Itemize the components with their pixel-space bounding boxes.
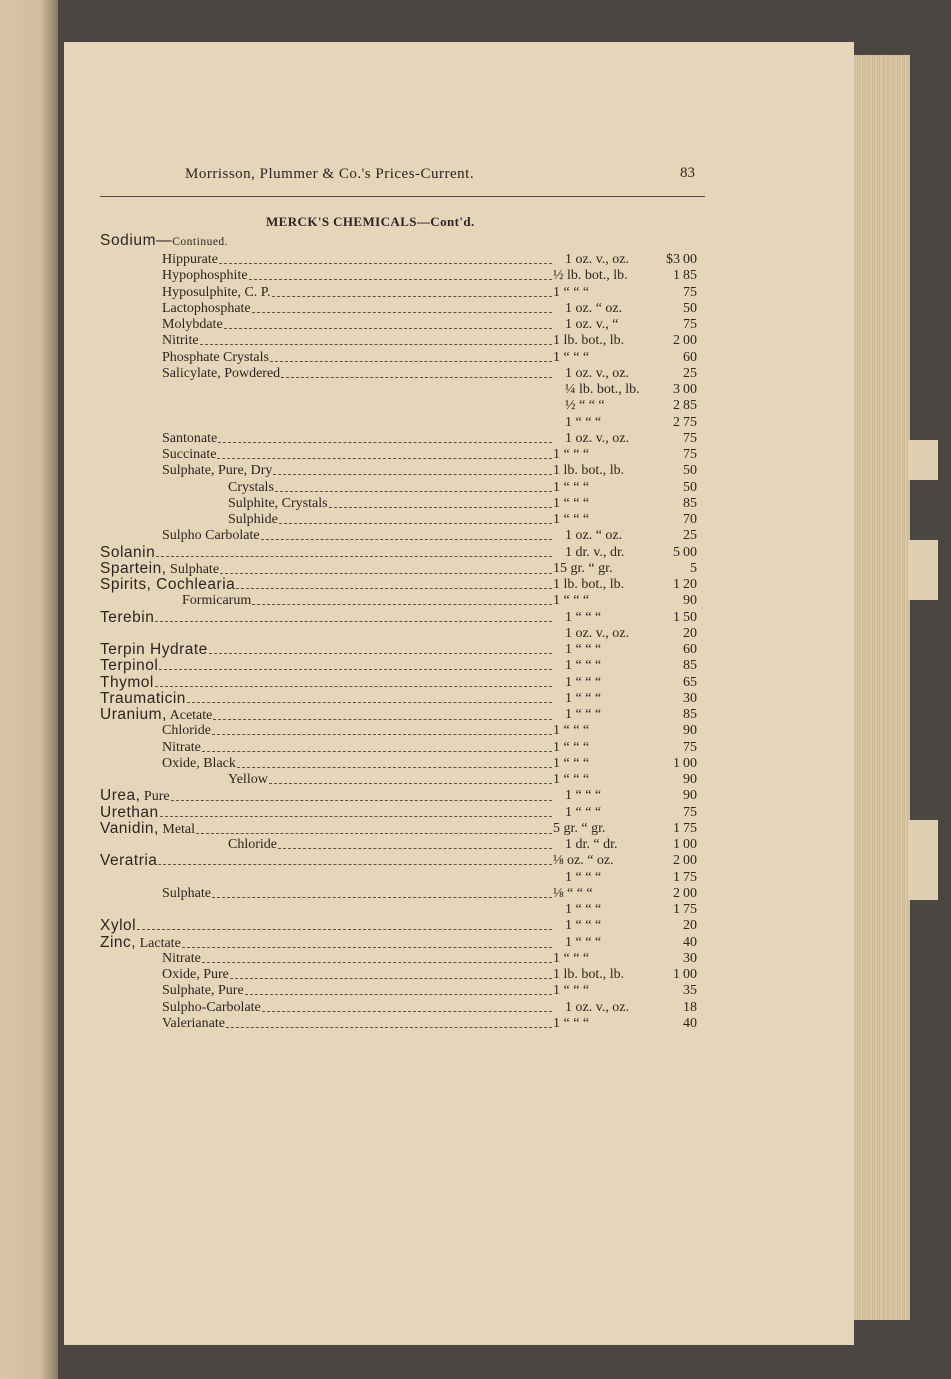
item-quantity: 1 “ “ “	[553, 479, 590, 495]
item-price-cents: 75	[683, 804, 697, 820]
item-sub-name: Sulphite, Crystals	[228, 495, 328, 511]
price-row	[0, 285, 951, 301]
item-price-dollars: 1	[673, 609, 680, 625]
item-quantity: 1 “ “ “	[553, 772, 590, 787]
price-row	[0, 723, 951, 739]
item-sub-name: Chloride	[228, 837, 277, 852]
item-price-cents: 50	[683, 300, 697, 316]
item-main-name: Xylol	[100, 917, 137, 935]
item-name	[228, 837, 553, 853]
price-row	[0, 967, 951, 983]
item-quantity: 1 lb. bot., lb.	[553, 967, 625, 982]
price-row	[0, 805, 951, 821]
item-name	[228, 772, 553, 788]
price-row	[0, 268, 951, 284]
item-price-cents: 00	[683, 853, 697, 869]
dot-leader	[252, 308, 552, 313]
item-quantity: 1 lb. bot., lb.	[553, 577, 625, 592]
dot-leader	[213, 715, 552, 720]
item-name	[162, 366, 553, 382]
price-row	[0, 480, 951, 496]
item-price-cents: 75	[683, 284, 697, 300]
item-quantity: 1 “ “ “	[565, 658, 602, 674]
item-name	[100, 918, 553, 934]
dot-leader	[155, 682, 552, 687]
item-quantity: 1 “ “ “	[565, 934, 602, 950]
dot-leader	[202, 958, 552, 963]
dot-leader	[237, 763, 552, 768]
item-price-cents: 85	[683, 398, 697, 414]
dot-leader	[202, 747, 552, 752]
item-price-cents: 75	[683, 414, 697, 430]
dot-leader	[212, 893, 552, 898]
section-title: MERCK'S CHEMICALS—Cont'd.	[266, 214, 475, 229]
item-sub-name: Nitrate	[162, 739, 201, 755]
price-row	[0, 740, 951, 756]
item-sub-name: Chloride	[162, 723, 211, 739]
item-name	[162, 1016, 553, 1032]
price-row	[0, 350, 951, 366]
price-row	[0, 415, 951, 431]
item-name	[162, 528, 553, 544]
dot-leader	[236, 584, 552, 589]
dot-leader	[245, 990, 552, 995]
item-price-cents: 30	[683, 690, 697, 706]
item-name	[162, 447, 553, 463]
item-sub-name: Lactate	[136, 935, 181, 951]
item-name	[162, 301, 553, 317]
item-main-name: Uranium,	[100, 706, 167, 723]
price-row	[0, 870, 951, 886]
item-name	[228, 480, 553, 496]
item-price-cents: 00	[683, 382, 697, 397]
dot-leader	[269, 779, 552, 784]
item-quantity: 1 “ “ “	[553, 950, 590, 966]
item-sub-name: Succinate	[162, 447, 217, 462]
item-price-dollars: 1	[673, 967, 680, 982]
item-name	[100, 691, 553, 707]
item-price-cents: 65	[683, 674, 697, 690]
dot-leader	[272, 292, 552, 297]
item-quantity: 1 “ “ “	[565, 788, 602, 804]
item-price-dollars: 2	[673, 333, 680, 349]
price-row	[0, 447, 951, 463]
dot-leader	[219, 259, 552, 264]
page-number: 83	[680, 165, 695, 181]
item-quantity: 15 gr. “ gr.	[553, 560, 613, 576]
item-quantity: 1 “ “ “	[553, 755, 590, 771]
item-price-cents: 85	[683, 707, 697, 722]
item-sub-name: Sulphate	[166, 561, 220, 577]
item-name	[100, 935, 553, 952]
item-sub-name: Nitrite	[162, 333, 199, 349]
item-price-cents: 90	[683, 593, 697, 609]
price-row	[0, 1000, 951, 1016]
item-quantity: 5 gr. “ gr.	[553, 820, 606, 836]
item-price-dollars: $3	[666, 252, 680, 267]
dot-leader	[329, 503, 552, 508]
item-name	[162, 431, 553, 447]
price-row	[0, 528, 951, 544]
item-quantity: 1 “ “ “	[553, 349, 590, 365]
item-price-cents: 00	[683, 885, 697, 901]
item-quantity: 1 “ “ “	[565, 642, 602, 657]
dot-leader	[226, 1023, 552, 1028]
price-row	[0, 301, 951, 317]
item-quantity: 1 “ “ “	[565, 804, 602, 820]
item-main-name: Veratria	[100, 852, 158, 870]
item-sub-name: Sulphate, Pure, Dry	[162, 463, 273, 479]
item-price-cents: 40	[683, 934, 697, 950]
item-main-name: Spartein,	[100, 559, 167, 577]
dot-leader	[220, 569, 552, 574]
price-row	[0, 463, 951, 479]
dot-leader	[158, 860, 552, 865]
price-row	[0, 577, 951, 593]
item-price-cents: 00	[683, 544, 697, 560]
dot-leader	[218, 438, 552, 443]
item-name	[162, 252, 553, 268]
price-row	[0, 561, 951, 577]
item-sub-name: Nitrate	[162, 950, 201, 966]
item-sub-name: Metal	[158, 821, 196, 837]
item-quantity: 1 oz. v., oz.	[565, 365, 630, 381]
price-row	[0, 496, 951, 512]
item-main-name: Terebin	[100, 608, 155, 626]
item-price-dollars: 5	[673, 544, 680, 560]
item-name	[100, 788, 553, 805]
item-price-dollars: 2	[673, 885, 680, 901]
item-name	[162, 740, 553, 756]
item-price-dollars: 1	[673, 820, 680, 836]
item-sub-name: Phosphate Crystals	[162, 349, 269, 365]
price-row	[0, 675, 951, 691]
dot-leader	[155, 617, 552, 622]
price-row	[0, 317, 951, 333]
price-row	[0, 756, 951, 772]
item-sub-name: Molybdate	[162, 317, 223, 332]
dot-leader	[209, 649, 552, 654]
item-price-dollars: 3	[673, 382, 680, 397]
item-main-name: Thymol	[100, 673, 154, 691]
item-name	[100, 545, 553, 561]
item-quantity: 1 oz. v., “	[565, 317, 619, 332]
item-name	[100, 821, 553, 838]
item-name	[162, 268, 553, 284]
item-price-dollars: 2	[673, 398, 680, 414]
item-quantity: 1 dr. v., dr.	[565, 544, 625, 560]
item-name	[228, 512, 553, 528]
item-main-name: Zinc,	[100, 933, 137, 951]
dot-leader	[281, 373, 552, 378]
item-name	[100, 610, 553, 626]
header-rule	[100, 196, 705, 197]
item-quantity: 1 “ “ “	[553, 284, 590, 300]
item-price-cents: 00	[683, 252, 697, 267]
dot-leader	[275, 487, 552, 492]
price-row	[0, 935, 951, 951]
item-quantity: 1 oz. “ oz.	[565, 528, 623, 544]
item-quantity: 1 oz. v., oz.	[565, 430, 630, 446]
dot-leader	[278, 844, 552, 849]
item-sub-name: Oxide, Black	[162, 755, 236, 771]
item-price-cents: 75	[683, 739, 697, 755]
item-name	[162, 723, 553, 739]
item-price-dollars: 1	[673, 268, 680, 284]
item-name	[100, 853, 553, 869]
price-row	[0, 642, 951, 658]
item-quantity: 1 “ “ “	[553, 447, 590, 462]
item-quantity: 1 dr. “ dr.	[565, 837, 618, 852]
item-price-cents: 60	[683, 349, 697, 365]
item-price-cents: 60	[683, 642, 697, 657]
dot-leader	[137, 925, 552, 930]
item-price-cents: 25	[683, 365, 697, 381]
item-main-name: Urethan	[100, 803, 159, 821]
price-row	[0, 918, 951, 934]
item-price-dollars: 1	[673, 837, 680, 852]
item-quantity: 1 “ “ “	[565, 609, 602, 625]
price-row	[0, 691, 951, 707]
item-name	[100, 675, 553, 691]
item-sub-name: Sulphate, Pure	[162, 983, 244, 999]
item-sub-name: Sulpho-Carbolate	[162, 999, 261, 1015]
item-quantity: 1 “ “ “	[565, 707, 602, 722]
item-quantity: ¼ lb. bot., lb.	[565, 382, 640, 397]
item-name	[162, 967, 553, 983]
item-price-cents: 35	[683, 983, 697, 999]
price-row	[0, 626, 951, 642]
item-sub-name: Valerianate	[162, 1015, 225, 1031]
item-quantity: 1 “ “ “	[553, 495, 590, 511]
item-sub-name: Oxide, Pure	[162, 967, 229, 982]
item-price-cents: 75	[683, 317, 697, 332]
item-quantity: 1 “ “ “	[553, 723, 590, 739]
item-main-name: Spirits, Cochlearia	[100, 576, 236, 593]
item-sub-name: Yellow	[228, 772, 268, 787]
price-row	[0, 252, 951, 268]
price-row	[0, 902, 951, 918]
item-name	[100, 805, 553, 821]
item-main-name: Terpinol	[100, 657, 159, 675]
item-quantity: 1 “ “ “	[553, 593, 590, 609]
item-quantity: 1 “ “ “	[565, 918, 602, 934]
item-price-dollars: 1	[673, 902, 680, 917]
item-price-cents: 75	[683, 430, 697, 446]
item-name	[228, 496, 553, 512]
item-quantity: 1 “ “ “	[553, 512, 590, 527]
price-row	[0, 707, 951, 723]
price-row	[0, 610, 951, 626]
item-name	[162, 350, 553, 366]
item-price-dollars: 1	[673, 869, 680, 885]
item-price-cents: 25	[683, 528, 697, 544]
dot-leader	[261, 535, 552, 540]
price-row	[0, 772, 951, 788]
price-row	[0, 431, 951, 447]
item-quantity: 1 “ “ “	[565, 674, 602, 690]
item-main-name: Traumaticin	[100, 689, 186, 707]
item-sub-name: Acetate	[166, 708, 213, 723]
dot-leader	[270, 357, 552, 362]
dot-leader	[217, 454, 552, 459]
item-price-cents: 90	[683, 723, 697, 739]
item-price-cents: 20	[683, 918, 697, 934]
item-quantity: 1 “ “ “	[565, 690, 602, 706]
item-price-cents: 00	[683, 837, 697, 852]
item-price-cents: 85	[683, 268, 697, 284]
item-quantity: 1 “ “ “	[565, 902, 602, 917]
item-price-cents: 85	[683, 658, 697, 674]
item-quantity: 1 oz. v., oz.	[565, 999, 630, 1015]
item-sub-name: Sulphide	[228, 512, 278, 527]
price-row	[0, 983, 951, 999]
item-sub-name: Hippurate	[162, 252, 218, 267]
item-main-name: Solanin	[100, 543, 156, 561]
item-sub-name: Salicylate, Powdered	[162, 365, 281, 381]
price-row	[0, 382, 951, 398]
item-name	[162, 951, 553, 967]
dot-leader	[230, 974, 552, 979]
item-quantity: 1 lb. bot., lb.	[553, 463, 625, 479]
price-row	[0, 333, 951, 349]
price-row	[0, 1016, 951, 1032]
dot-leader	[160, 812, 552, 817]
item-name	[162, 317, 553, 333]
item-price-cents: 00	[683, 967, 697, 982]
price-row	[0, 837, 951, 853]
item-sub-name: Hypophosphite	[162, 268, 248, 284]
item-price-dollars: 1	[673, 577, 680, 592]
price-row	[0, 512, 951, 528]
item-quantity: 1 oz. “ oz.	[565, 300, 623, 316]
item-quantity: 1 lb. bot., lb.	[553, 333, 625, 349]
item-quantity: 1 oz. v., oz.	[565, 252, 630, 267]
item-quantity: ⅛ “ “ “	[553, 885, 593, 901]
item-price-cents: 70	[683, 512, 697, 527]
item-price-cents: 20	[683, 625, 697, 641]
item-price-cents: 20	[683, 577, 697, 592]
item-quantity: 1 “ “ “	[553, 739, 590, 755]
item-price-cents: 50	[683, 609, 697, 625]
dot-leader	[159, 665, 552, 670]
item-price-cents: 90	[683, 772, 697, 787]
item-quantity: 1 “ “ “	[553, 983, 590, 999]
dot-leader	[262, 1007, 552, 1012]
price-row	[0, 658, 951, 674]
price-row	[0, 853, 951, 869]
dot-leader	[171, 796, 552, 801]
dot-leader	[273, 470, 552, 475]
item-main-name: Vanidin,	[100, 819, 159, 837]
item-name	[100, 707, 553, 724]
item-name	[182, 593, 553, 609]
item-price-cents: 5	[690, 560, 697, 576]
item-quantity: 1 oz. v., oz.	[565, 625, 630, 641]
item-main-name: Terpin Hydrate	[100, 641, 208, 658]
dot-leader	[224, 324, 552, 329]
sodium-heading: Sodium—Continued.	[100, 232, 229, 249]
dot-leader	[212, 730, 552, 735]
dot-leader	[249, 275, 552, 280]
item-name	[162, 285, 553, 301]
item-price-cents: 90	[683, 788, 697, 804]
price-row	[0, 886, 951, 902]
item-name	[100, 577, 553, 593]
item-price-cents: 75	[683, 902, 697, 917]
dot-leader	[182, 943, 552, 948]
item-price-cents: 85	[683, 495, 697, 511]
item-quantity: 1 “ “ “	[553, 1015, 590, 1031]
running-header: Morrisson, Plummer & Co.'s Prices-Current.	[185, 166, 475, 182]
item-name	[162, 1000, 553, 1016]
item-quantity: ½ lb. bot., lb.	[553, 268, 628, 284]
item-sub-name: Santonate	[162, 430, 218, 446]
item-sub-name: Pure	[140, 789, 170, 805]
item-name	[162, 333, 553, 349]
price-row	[0, 545, 951, 561]
price-row	[0, 821, 951, 837]
item-price-cents: 50	[683, 479, 697, 495]
item-price-cents: 00	[683, 755, 697, 771]
item-price-cents: 30	[683, 950, 697, 966]
item-quantity: ⅛ oz. “ oz.	[553, 853, 614, 869]
item-name	[162, 756, 553, 772]
price-row	[0, 366, 951, 382]
item-sub-name: Sulpho Carbolate	[162, 528, 260, 544]
item-price-cents: 40	[683, 1015, 697, 1031]
item-quantity: 1 “ “ “	[565, 869, 602, 885]
price-row	[0, 951, 951, 967]
dot-leader	[279, 519, 552, 524]
item-price-cents: 75	[683, 447, 697, 462]
item-name	[100, 658, 553, 674]
item-price-cents: 50	[683, 463, 697, 479]
price-row	[0, 593, 951, 609]
price-row	[0, 788, 951, 804]
item-name	[162, 886, 553, 902]
price-row	[0, 398, 951, 414]
dot-leader	[156, 552, 552, 557]
item-sub-name: Lactophosphate	[162, 300, 251, 316]
item-sub-name: Hyposulphite, C. P.	[162, 284, 271, 300]
item-sub-name: Crystals	[228, 479, 274, 495]
item-price-cents: 75	[683, 820, 697, 836]
item-price-dollars: 2	[673, 414, 680, 430]
item-price-dollars: 2	[673, 853, 680, 869]
item-price-cents: 00	[683, 333, 697, 349]
item-price-cents: 75	[683, 869, 697, 885]
item-price-cents: 18	[683, 999, 697, 1015]
dot-leader	[196, 829, 552, 834]
item-name	[100, 642, 553, 658]
dot-leader	[252, 600, 552, 605]
item-name	[162, 463, 553, 479]
item-quantity: 1 “ “ “	[565, 414, 602, 430]
item-sub-name: Sulphate	[162, 885, 211, 901]
dot-leader	[200, 340, 552, 345]
item-name	[162, 983, 553, 999]
item-main-name: Urea,	[100, 787, 141, 805]
item-quantity: ½ “ “ “	[565, 398, 605, 414]
dot-leader	[187, 698, 552, 703]
item-sub-name: Formicarum	[182, 593, 252, 609]
item-price-dollars: 1	[673, 755, 680, 771]
